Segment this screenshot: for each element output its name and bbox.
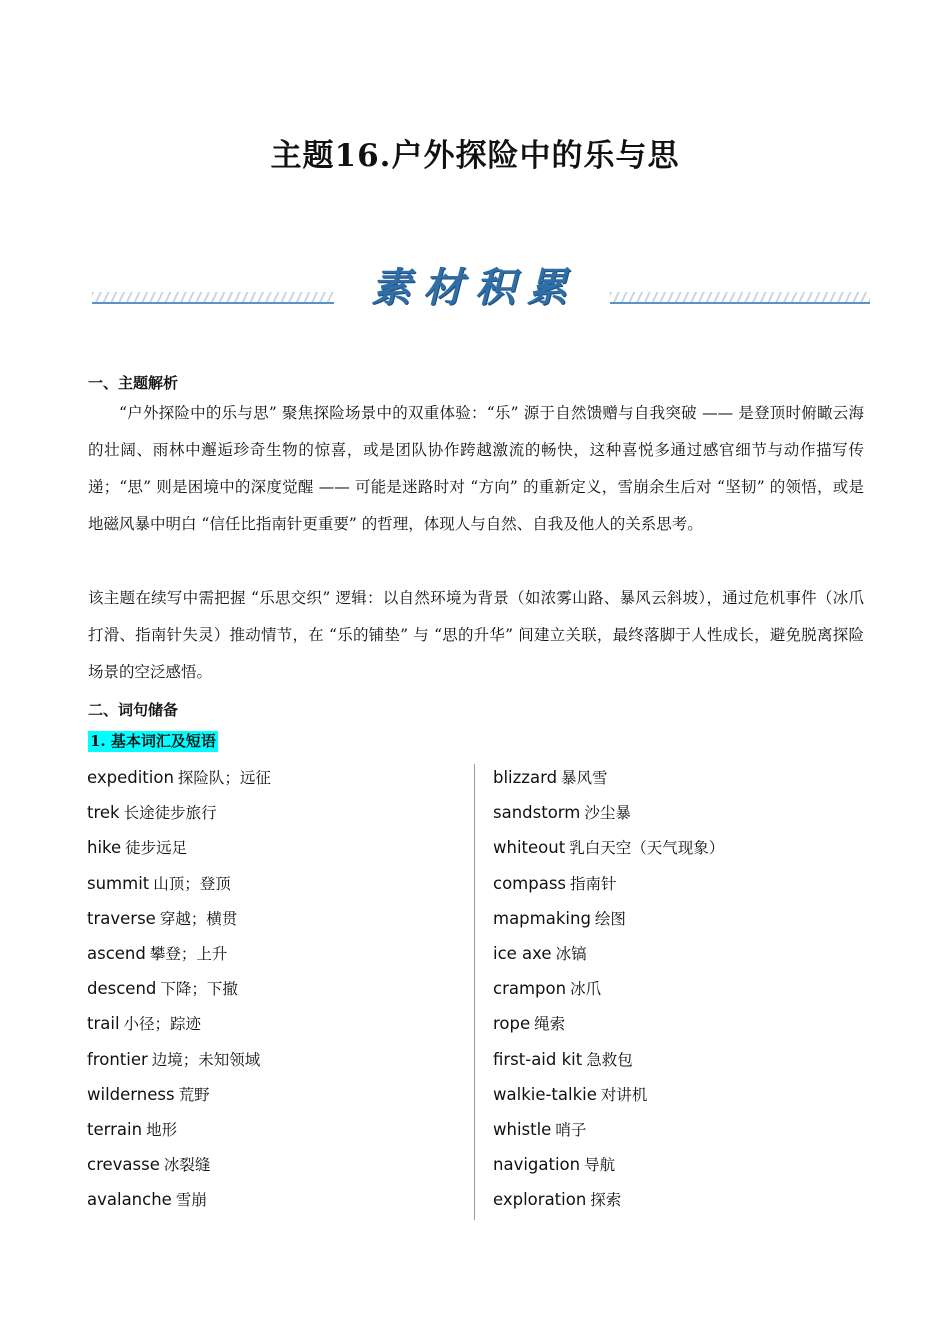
section1-paragraph-1: “户外探险中的乐与思” 聚焦探险场景中的双重体验：“乐” 源于自然馈赠与自我突破 —— 是登顶时俯瞰云海的壮阔、雨林中邂逅珍奇生物的惊喜，或是团队协作跨越激流的畅快，这种喜悦多通过感官细节与动作描写传递；“思” 则是困境中的深度觉醒 —— 可能是迷路时对 “方向” 的重新定义，雪崩余生后对 “坚韧” 的领悟，或是地磁风暴中明白 “信任比指南针更重要” 的哲理，体现人与自然、自我及他人的关系思考。 bbox=[88, 404, 864, 533]
vocab-item bbox=[493, 1182, 724, 1217]
vocab-chinese: 徒步远足 bbox=[125, 839, 188, 858]
vocab-chinese: 探索 bbox=[590, 1191, 622, 1210]
vocab-english: crevasse bbox=[87, 1155, 160, 1175]
vocab-english: trail bbox=[87, 1014, 120, 1034]
vocab-chinese: 长途徒步旅行 bbox=[123, 804, 217, 823]
vocab-item bbox=[87, 901, 271, 936]
vocab-chinese: 冰镐 bbox=[555, 944, 587, 963]
vocab-chinese: 急救包 bbox=[586, 1050, 633, 1069]
vocab-chinese: 地形 bbox=[146, 1120, 178, 1139]
vocab-item bbox=[493, 1006, 724, 1041]
vocab-english: rope bbox=[493, 1014, 531, 1034]
vocab-subheading: 1. 基本词汇及短语 bbox=[90, 732, 216, 750]
vocab-item bbox=[87, 795, 271, 830]
vocab-chinese: 导航 bbox=[584, 1156, 616, 1175]
vocab-chinese: 荒野 bbox=[178, 1085, 210, 1104]
vocab-item bbox=[493, 795, 724, 830]
vocab-item bbox=[87, 1042, 271, 1077]
vocab-english: avalanche bbox=[87, 1190, 172, 1210]
vocab-left-column bbox=[87, 760, 271, 1217]
vocab-english: exploration bbox=[493, 1190, 587, 1210]
vocab-english: navigation bbox=[493, 1155, 581, 1175]
vocab-chinese: 乳白天空（天气现象） bbox=[569, 839, 725, 858]
vocab-chinese: 对讲机 bbox=[600, 1085, 648, 1104]
vocab-item bbox=[87, 1147, 271, 1182]
vocab-item bbox=[87, 1182, 271, 1217]
page-title: 主题16.户外探险中的乐与思 bbox=[270, 138, 680, 174]
vocab-english: descend bbox=[87, 979, 157, 999]
vocab-item bbox=[493, 830, 724, 865]
vocab-english: terrain bbox=[87, 1119, 143, 1139]
vocab-chinese: 绳索 bbox=[534, 1015, 566, 1034]
vocab-chinese: 冰裂缝 bbox=[163, 1156, 211, 1175]
vocab-english: walkie-talkie bbox=[493, 1084, 597, 1104]
section2-heading: 二、词句储备 bbox=[88, 701, 179, 719]
vocab-chinese: 沙尘暴 bbox=[584, 804, 631, 823]
section1-heading: 一、主题解析 bbox=[88, 374, 179, 392]
vocab-english: ascend bbox=[87, 943, 146, 963]
vocab-english: first-aid kit bbox=[493, 1049, 583, 1069]
vocab-item bbox=[493, 1042, 724, 1077]
vocab-english: blizzard bbox=[493, 768, 558, 787]
vocab-english: summit bbox=[87, 873, 150, 893]
vocab-chinese: 雪崩 bbox=[175, 1191, 207, 1210]
vocab-english: expedition bbox=[87, 768, 174, 787]
vocab-item bbox=[493, 1077, 724, 1112]
vocab-item bbox=[87, 830, 271, 865]
vocab-item bbox=[87, 760, 271, 795]
vocab-chinese: 小径；踪迹 bbox=[123, 1015, 202, 1034]
vocab-chinese: 指南针 bbox=[570, 874, 617, 893]
vocab-item bbox=[87, 936, 271, 971]
vocab-item bbox=[493, 901, 724, 936]
vocab-chinese: 绘图 bbox=[594, 909, 626, 928]
banner-heading: 素材积累 bbox=[371, 264, 579, 311]
vocab-chinese: 山顶；登顶 bbox=[153, 874, 231, 893]
vocab-item bbox=[87, 866, 271, 901]
vocab-item bbox=[493, 760, 724, 795]
vocab-chinese: 边境；未知领域 bbox=[151, 1050, 261, 1069]
vocab-item bbox=[493, 1112, 724, 1147]
vocab-item bbox=[493, 936, 724, 971]
banner-right-rule bbox=[610, 292, 870, 304]
vocab-item bbox=[493, 971, 724, 1006]
vocab-english: compass bbox=[493, 873, 567, 893]
vocab-item bbox=[87, 1112, 271, 1147]
vocab-item bbox=[493, 866, 724, 901]
vocab-english: hike bbox=[87, 838, 122, 858]
vocab-item bbox=[87, 1077, 271, 1112]
vocab-english: frontier bbox=[87, 1049, 148, 1069]
vocab-english: crampon bbox=[493, 979, 567, 999]
section1-paragraph-2: 该主题在续写中需把握 “乐思交织” 逻辑：以自然环境为背景（如浓雾山路、暴风云斜坡），通过危机事件（冰爪打滑、指南针失灵）推动情节，在 “乐的铺垫” 与 “思的升华” 间建立关联，最终落脚于人性成长，避免脱离探险场景的空泛感悟。 bbox=[88, 589, 864, 681]
vocab-item bbox=[87, 971, 271, 1006]
vocab-english: sandstorm bbox=[493, 803, 581, 823]
vocab-english: whiteout bbox=[493, 838, 566, 858]
vocab-english: mapmaking bbox=[493, 908, 591, 928]
vocab-chinese: 探险队；远征 bbox=[177, 769, 271, 787]
vocab-chinese: 冰爪 bbox=[570, 980, 602, 999]
vocab-item bbox=[493, 1147, 724, 1182]
vocab-right-column bbox=[493, 760, 724, 1217]
vocab-chinese: 穿越；横贯 bbox=[159, 909, 238, 928]
vocab-english: trek bbox=[87, 803, 120, 823]
vocab-chinese: 攀登；上升 bbox=[149, 944, 228, 963]
vocab-english: traverse bbox=[87, 908, 156, 928]
vocab-chinese: 暴风雪 bbox=[561, 769, 608, 787]
vocab-english: ice axe bbox=[493, 943, 552, 963]
vocab-item bbox=[87, 1006, 271, 1041]
vocab-chinese: 下降；下撤 bbox=[160, 980, 238, 999]
vocab-chinese: 哨子 bbox=[555, 1120, 587, 1139]
vocab-english: whistle bbox=[493, 1119, 552, 1139]
column-divider bbox=[474, 764, 475, 1220]
vocab-english: wilderness bbox=[87, 1084, 175, 1104]
